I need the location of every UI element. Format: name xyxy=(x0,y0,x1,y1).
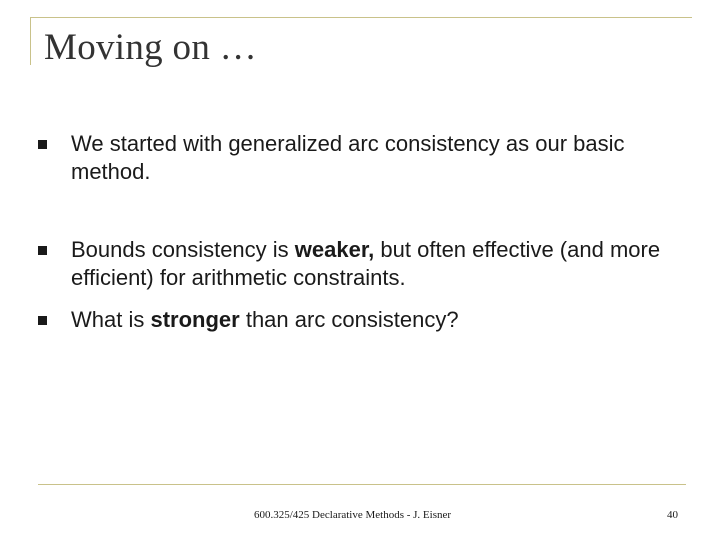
footer-rule xyxy=(38,484,686,485)
bullet-square-icon xyxy=(38,246,47,255)
title-horizontal-rule xyxy=(30,17,692,18)
bullet-3-part-2-bold: stronger xyxy=(150,307,240,332)
bullet-square-icon xyxy=(38,140,47,149)
title-vertical-rule xyxy=(30,17,31,65)
page-number: 40 xyxy=(667,509,678,521)
bullet-2-part-3: but often effective (and more efficient) for arithmetic constraints. xyxy=(71,237,661,290)
bullet-3-part-3: than arc consistency? xyxy=(239,307,459,332)
bullet-2-part-1: Bounds consistency is xyxy=(71,237,295,262)
bullet-1-part-1: We started with generalized arc consistency as our basic method. xyxy=(71,131,625,184)
footer-text: 600.325/425 Declarative Methods - J. Eisner xyxy=(254,509,452,521)
bullet-3-part-1: What is xyxy=(71,307,151,332)
bullet-text-3 xyxy=(71,306,671,334)
bullet-text-2 xyxy=(71,236,671,292)
bullet-text-1 xyxy=(71,130,671,186)
slide-title: Moving on … xyxy=(44,27,257,68)
bullet-square-icon xyxy=(38,316,47,325)
bullet-2-part-2-bold: weaker, xyxy=(294,237,375,262)
